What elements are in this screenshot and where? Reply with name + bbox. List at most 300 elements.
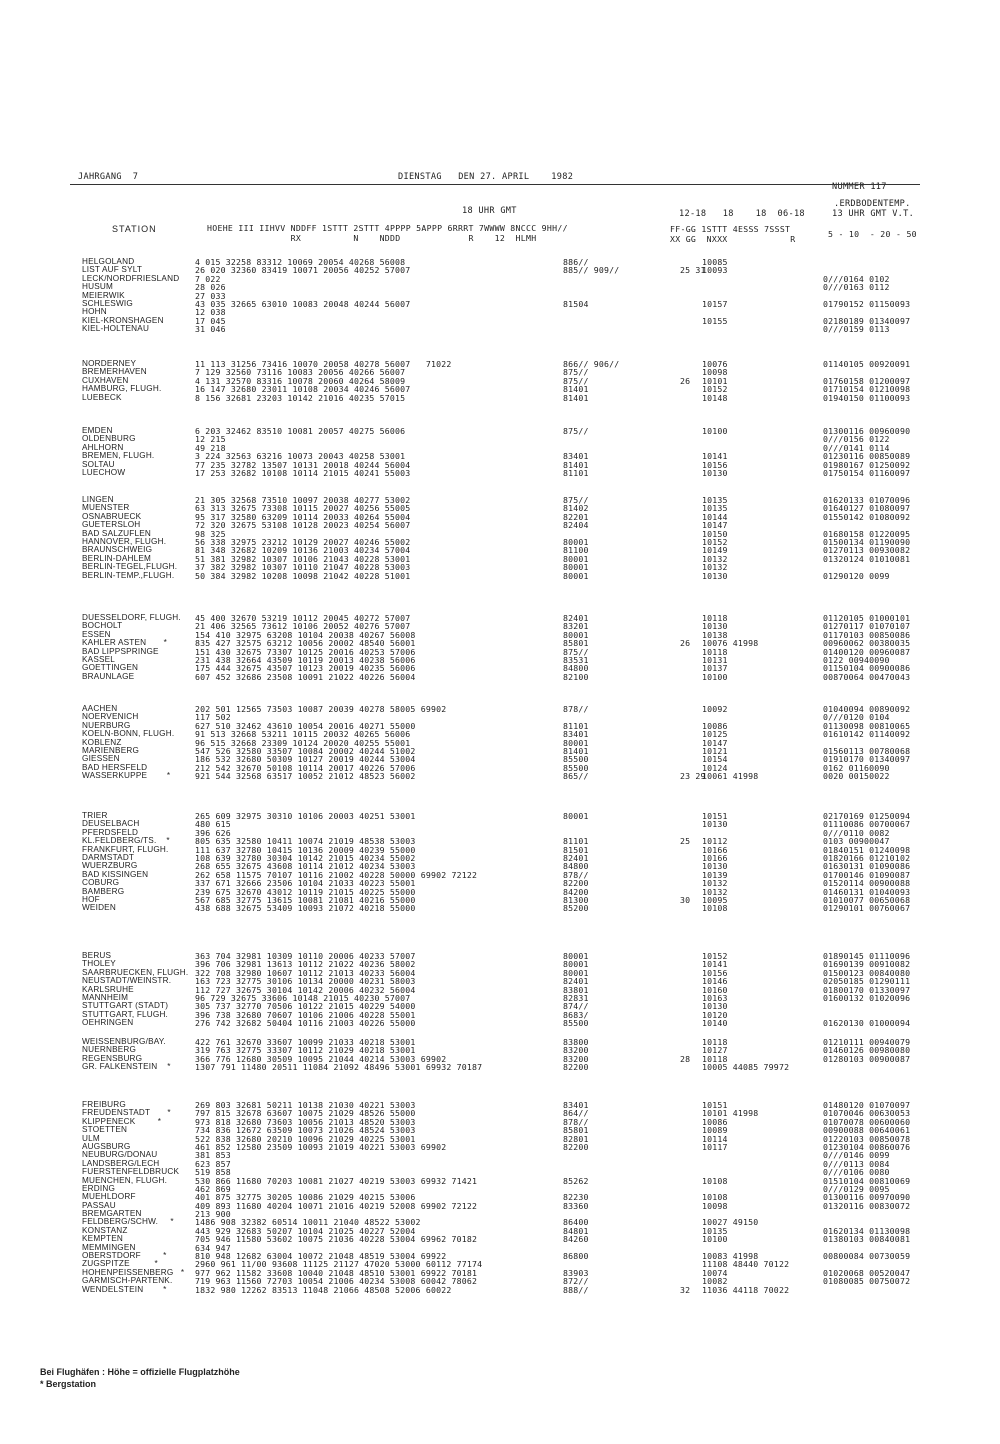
station-name: MANNHEIM: [82, 992, 129, 1002]
station-row: [0, 747, 920, 755]
synop-values: 835 427 32575 63212 10056 20002 48540 56001: [195, 638, 416, 649]
extra-values: 10118: [702, 646, 728, 657]
extra-values: 10092: [702, 704, 728, 714]
synop-values: 973 818 32680 73603 10056 21013 48520 53003: [195, 1116, 416, 1127]
station-name: HOF: [82, 894, 100, 904]
synop-values: 16 147 32680 23011 10108 20034 40246 56007: [195, 384, 411, 395]
synop-values: 175 444 32675 43507 10123 20019 40235 56006: [195, 663, 416, 674]
cloud-group: 83801: [563, 984, 589, 995]
soil-temperatures: 0///0163 0112: [823, 282, 890, 293]
station-name: SCHLESWIG: [82, 298, 133, 308]
synop-values: 396 626: [195, 827, 231, 838]
soil-temperatures: 0///0164 0102: [823, 273, 890, 284]
synop-values: 547 526 32580 33507 10084 20002 40244 51002: [195, 745, 416, 756]
soil-temperatures: 01750154 01160097: [823, 467, 911, 478]
station-name: TRIER: [82, 811, 108, 820]
wind-gust: 32: [680, 1284, 691, 1295]
soil-temperatures: 01120105 01000101: [823, 613, 911, 623]
station-name: NOERVENICH: [82, 712, 139, 722]
soil-temperatures: 0///0129 0095: [823, 1183, 890, 1194]
soil-temperatures: 00800084 00730059: [823, 1251, 911, 1262]
station-row: [0, 427, 920, 435]
extra-values: 10166: [702, 844, 728, 855]
station-name: GR. FALKENSTEIN *: [82, 1062, 171, 1072]
soil-temperatures: 01560113 00780068: [823, 745, 911, 756]
extra-values: 10076 41998: [702, 638, 759, 649]
soil-temperatures: 01510104 00810069: [823, 1175, 911, 1186]
synop-values: 6 203 32462 83510 10081 20057 40275 56006: [195, 426, 406, 436]
extra-values: 10132: [702, 886, 728, 897]
soil-temperatures: 01460126 00980080: [823, 1045, 911, 1056]
soil-temperatures: 01300116 00970090: [823, 1192, 911, 1203]
synop-values: 607 452 32686 23508 10091 21022 40226 56004: [195, 671, 416, 682]
legend-mountain-note: * Bergstation: [40, 1379, 97, 1389]
station-name: NUERNBERG: [82, 1045, 137, 1055]
synop-values: 409 893 11680 40204 10071 21016 40219 52008 69902 72122: [195, 1200, 478, 1211]
soil-temperatures: 01690139 00910082: [823, 959, 911, 970]
synop-values: 151 430 32675 73307 10125 20016 40253 57006: [195, 646, 416, 657]
cloud-group: 84800: [563, 663, 589, 674]
extra-values: 10139: [702, 869, 728, 880]
soil-temperatures: 01500134 01190090: [823, 536, 911, 547]
station-row: [0, 1126, 920, 1134]
extra-values: 10130: [702, 467, 728, 478]
cloud-group: 878//: [563, 869, 589, 880]
station-row: [0, 1218, 920, 1226]
cloud-group: 83200: [563, 1045, 589, 1056]
station-name: BERUS: [82, 951, 112, 960]
station-row: [0, 292, 920, 300]
soil-temperatures: 01600132 01020096: [823, 992, 911, 1003]
extra-values: 10152: [702, 951, 728, 961]
station-name: KONSTANZ: [82, 1225, 128, 1235]
station-row: [0, 1011, 920, 1019]
station-group: [0, 705, 920, 781]
station-row: [0, 713, 920, 721]
soil-temperatures: 0///0106 0080: [823, 1167, 890, 1178]
synop-values: 401 875 32775 30205 10086 21029 40215 53006: [195, 1192, 416, 1203]
synop-values: 8 156 32681 23203 10142 21016 40235 57015: [195, 392, 406, 403]
cloud-group: 83401: [563, 1100, 589, 1110]
synop-values: 805 635 32580 10411 10074 21019 48538 53003: [195, 836, 416, 847]
synop-values: 522 838 32680 20210 10096 21029 40225 53001: [195, 1133, 416, 1144]
soil-temperatures: 01500123 00840080: [823, 967, 911, 978]
synop-values: 921 544 32568 63517 10052 21012 48523 56002: [195, 771, 416, 782]
synop-values: 461 852 12580 23509 10093 21019 40221 53003 69902: [195, 1141, 447, 1152]
station-name: FRANKFURT, FLUGH.: [82, 844, 169, 854]
cloud-group: 82801: [563, 1133, 589, 1144]
station-row: [0, 871, 920, 879]
station-name: ERDING: [82, 1183, 116, 1193]
station-name: MARIENBERG: [82, 745, 140, 755]
cloud-group: 875//: [563, 646, 589, 657]
cloud-group: 866// 906//: [563, 359, 620, 369]
station-name: BREMGARTEN: [82, 1209, 142, 1219]
cloud-group: 83360: [563, 1200, 589, 1211]
extra-values: 10108: [702, 1192, 728, 1203]
soil-temperatures: 01890145 01110096: [823, 951, 911, 961]
extra-values: 10083 41998: [702, 1251, 759, 1262]
synop-values: 7 022: [195, 273, 221, 284]
station-row: [0, 1038, 920, 1046]
station-row: [0, 1286, 920, 1294]
station-row: [0, 461, 920, 469]
synop-values: 265 609 32975 30310 10106 20003 40251 53001: [195, 811, 416, 821]
soil-temperatures: 0///0156 0122: [823, 434, 890, 445]
extra-values: 10141: [702, 959, 728, 970]
cloud-group: 84260: [563, 1234, 589, 1245]
synop-values: 63 313 32675 73308 10115 20027 40256 55005: [195, 503, 411, 514]
extra-values: 10005 44085 79972: [702, 1062, 790, 1073]
station-name: GIESSEN: [82, 754, 120, 764]
station-row: [0, 275, 920, 283]
synop-values: 462 869: [195, 1183, 231, 1194]
cloud-group: 875//: [563, 495, 589, 505]
station-row: [0, 614, 920, 622]
synop-values: 96 729 32675 33606 10148 21015 40230 57007: [195, 992, 411, 1003]
soil-temperatures: 01790152 01150093: [823, 298, 911, 309]
cloud-group: 81101: [563, 720, 589, 731]
station-name: KAHLER ASTEN *: [82, 638, 167, 648]
wind-gust: 28: [680, 1053, 691, 1064]
soil-temperatures: 01150104 00900086: [823, 663, 911, 674]
soil-temperatures: 01280103 00900087: [823, 1053, 911, 1064]
station-name: SOLTAU: [82, 459, 115, 469]
station-name: THOLEY: [82, 959, 116, 969]
synop-values: 117 502: [195, 712, 231, 723]
station-row: [0, 1177, 920, 1185]
soil-temperatures: 01270117 01070107: [823, 621, 911, 632]
extra-values: 10120: [702, 1009, 728, 1020]
cloud-group: 82200: [563, 1062, 589, 1073]
cloud-group: 888//: [563, 1284, 589, 1295]
synop-values: 81 348 32682 10209 10136 21003 40234 57004: [195, 545, 411, 556]
extra-values: 10095: [702, 894, 728, 905]
cloud-group: 84801: [563, 1225, 589, 1236]
station-row: [0, 1135, 920, 1143]
cloud-group: 82401: [563, 852, 589, 863]
station-group: [0, 1038, 920, 1072]
station-name: STOETTEN: [82, 1125, 128, 1135]
station-name: GARMISCH-PARTENK.: [82, 1276, 173, 1286]
synop-values: 98 325: [195, 528, 226, 539]
station-name: LANDSBERG/LECH: [82, 1158, 160, 1168]
synop-values: 396 706 32981 13613 10112 21022 40236 58002: [195, 959, 416, 970]
station-name: BERLIN-TEGEL,FLUGH.: [82, 562, 178, 572]
synop-values: 1307 791 11480 20511 11084 21092 48496 53001 69932 70187: [195, 1062, 483, 1073]
period-columns: 12-18 18 18 06-18: [679, 209, 805, 219]
extra-values: 10137: [702, 663, 728, 674]
station-name: MUENSTER: [82, 503, 130, 513]
cloud-group: 80001: [563, 737, 589, 748]
station-name: AUGSBURG: [82, 1141, 131, 1151]
soil-temp-title: .ERDBODENTEMP.: [834, 199, 911, 209]
station-name: LUECHOW: [82, 467, 126, 477]
extra-values: 10155: [702, 315, 728, 326]
cloud-group: 85801: [563, 638, 589, 649]
extra-values: 10114: [702, 1133, 728, 1144]
cloud-group: 878//: [563, 1116, 589, 1127]
soil-temperatures: 00960062 00380035: [823, 638, 911, 649]
station-name: FREIBURG: [82, 1100, 126, 1109]
station-name: GOETTINGEN: [82, 663, 139, 673]
extra-values: 10149: [702, 545, 728, 556]
synop-values: 276 742 32682 50404 10116 21003 40226 55000: [195, 1018, 416, 1029]
synop-values: 11 113 31256 73416 10070 20058 40278 56007 71022: [195, 359, 452, 369]
synop-values: 3 224 32563 63216 10073 20043 40258 53001: [195, 451, 406, 462]
extra-values: 10156: [702, 459, 728, 470]
synop-values: 269 803 32681 50211 10138 21030 40221 53003: [195, 1100, 416, 1110]
cloud-group: 81101: [563, 467, 589, 478]
station-name: BAD HERSFELD: [82, 762, 148, 772]
station-name: KEMPTEN: [82, 1234, 123, 1244]
station-name: PASSAU: [82, 1200, 116, 1210]
cloud-group: 83903: [563, 1267, 589, 1278]
extra-values: 10148: [702, 392, 728, 403]
extra-values: 10135: [702, 1225, 728, 1236]
station-name: AACHEN: [82, 704, 118, 713]
station-row: [0, 1185, 920, 1193]
cloud-group: 875//: [563, 426, 589, 436]
synop-values: 480 615: [195, 819, 231, 830]
soil-temperatures: 01010077 00650068: [823, 894, 911, 905]
soil-temperatures: 0///0159 0113: [823, 324, 890, 335]
extra-values: 10163: [702, 992, 728, 1003]
synop-values: 111 637 32780 10415 10136 20009 40239 55000: [195, 844, 416, 855]
synop-values: 438 688 32675 53409 10093 21072 40218 55000: [195, 903, 416, 914]
station-row: [0, 648, 920, 656]
station-name: LUEBECK: [82, 392, 122, 402]
soil-temperatures: 01910170 01340097: [823, 754, 911, 765]
station-name: BAMBERG: [82, 886, 125, 896]
extra-values: 10130: [702, 621, 728, 632]
soil-temperatures: 01220103 00850078: [823, 1133, 911, 1144]
synop-values: 21 305 32568 73510 10097 20038 40277 53002: [195, 495, 411, 505]
extra-values: 10141: [702, 451, 728, 462]
cloud-group: 80001: [563, 811, 589, 821]
synop-values: 4 131 32570 83316 10078 20060 40264 58009: [195, 375, 406, 386]
station-row: [0, 846, 920, 854]
cloud-group: 86800: [563, 1251, 589, 1262]
station-row: [0, 496, 920, 504]
soil-depth-columns: 5 - 10 - 20 - 50: [828, 229, 917, 239]
extra-code-columns-row1: FF-GG 1STTT 4ESSS 7SSST: [670, 224, 791, 234]
synop-values: 231 438 32664 43509 10119 20013 40238 56006: [195, 654, 416, 665]
station-name: BAD LIPPSPRINGE: [82, 646, 159, 656]
synop-values: 77 235 32782 13507 10131 20018 40244 56004: [195, 459, 411, 470]
soil-temperatures: 01630131 01090086: [823, 861, 911, 872]
station-name: ZUGSPITZE *: [82, 1259, 158, 1269]
cloud-group: 85262: [563, 1175, 589, 1186]
synop-values: 443 929 32683 50207 10104 21025 40227 52004: [195, 1225, 416, 1236]
soil-temperatures: 02050185 01290111: [823, 976, 911, 987]
extra-values: 10118: [702, 613, 728, 623]
station-name: FELDBERG/SCHW. *: [82, 1217, 174, 1227]
soil-temperatures: 01320116 00830072: [823, 1200, 911, 1211]
soil-temperatures: 01300116 00960090: [823, 426, 911, 436]
synop-values: 95 317 32580 63209 10114 20033 40264 55004: [195, 511, 411, 522]
synop-values: 96 515 32668 23309 10124 20020 40255 55001: [195, 737, 411, 748]
extra-values: 10112: [702, 836, 728, 847]
cloud-group: 80001: [563, 629, 589, 640]
station-name: KASSEL: [82, 654, 116, 664]
extra-values: 10085: [702, 257, 728, 267]
synop-values: 108 639 32780 30304 10142 21015 40234 55002: [195, 852, 416, 863]
header-rule: [70, 184, 920, 185]
cloud-group: 81501: [563, 844, 589, 855]
extra-values: 10135: [702, 495, 728, 505]
synop-values: 627 510 32462 43610 10054 20016 40271 55000: [195, 720, 416, 731]
synop-values: 49 218: [195, 442, 226, 453]
station-row: [0, 986, 920, 994]
station-group: [0, 258, 920, 334]
extra-values: 10100: [702, 426, 728, 436]
synop-values: 268 655 32675 43608 10114 21012 40234 53003: [195, 861, 416, 872]
extra-values: 10125: [702, 729, 728, 740]
synop-values: 239 675 32670 43012 10119 21015 40225 55000: [195, 886, 416, 897]
station-row: [0, 452, 920, 460]
station-name: GUETERSLOH: [82, 520, 141, 530]
cloud-group: 86400: [563, 1217, 589, 1228]
station-name: NEUBURG/DONAU: [82, 1150, 158, 1160]
station-name: MEMMINGEN: [82, 1242, 136, 1252]
extra-values: 10101 41998: [702, 1108, 759, 1119]
station-name: MUEHLDORF: [82, 1192, 136, 1202]
station-name: MUENCHEN, FLUGH.: [82, 1175, 168, 1185]
extra-values: 10130: [702, 819, 728, 830]
station-row: [0, 977, 920, 985]
soil-temperatures: 01080085 00750072: [823, 1276, 911, 1287]
cloud-group: 82401: [563, 613, 589, 623]
station-name: KIEL-HOLTENAU: [82, 324, 150, 334]
extra-values: 10098: [702, 1200, 728, 1211]
soil-temperatures: 0///0120 0104: [823, 712, 890, 723]
station-row: [0, 394, 920, 402]
station-name: DEUSELBACH: [82, 819, 140, 829]
extra-values: 10089: [702, 1125, 728, 1136]
station-name: KOELN-BONN, FLUGH.: [82, 729, 175, 739]
soil-temperatures: 01400120 00960087: [823, 646, 911, 657]
station-row: [0, 572, 920, 580]
synop-values: 163 723 32775 30106 10134 20000 40231 58003: [195, 976, 416, 987]
cloud-group: 83401: [563, 451, 589, 462]
cloud-group: 85801: [563, 1125, 589, 1136]
synop-values: 17 045: [195, 315, 226, 326]
station-name: KARLSRUHE: [82, 984, 134, 994]
extra-values: 10132: [702, 562, 728, 573]
station-row: [0, 283, 920, 291]
station-name: HAMBURG, FLUGH.: [82, 384, 162, 394]
cloud-group: 82230: [563, 1192, 589, 1203]
station-name: BERLIN-DAHLEM: [82, 553, 152, 563]
station-name: MEIERWIK: [82, 290, 125, 300]
extra-values: 10135: [702, 503, 728, 514]
station-name: LECK/NORDFRIESLAND: [82, 273, 180, 283]
soil-temperatures: 01170103 00850086: [823, 629, 911, 640]
station-name: STUTTGART (STADT): [82, 1001, 169, 1011]
soil-temperatures: 01210111 00940079: [823, 1037, 911, 1047]
wind-gust: 30: [680, 894, 691, 905]
cloud-group: 80001: [563, 967, 589, 978]
extra-values: 10061 41998: [702, 771, 759, 782]
soil-temperatures: 0///0113 0084: [823, 1158, 890, 1169]
synop-values: 1832 980 12262 83513 11048 21066 48508 52006 60022: [195, 1284, 452, 1295]
extra-values: 10132: [702, 553, 728, 564]
synop-values: 7 129 32560 73116 10083 20056 40266 56007: [195, 367, 406, 378]
station-name: ULM: [82, 1133, 100, 1143]
cloud-group: 81401: [563, 384, 589, 395]
soil-temperatures: 01020068 00520047: [823, 1267, 911, 1278]
synop-values: 27 033: [195, 290, 226, 301]
cloud-group: 81401: [563, 745, 589, 756]
soil-temperatures: 0122 00940090: [823, 654, 890, 665]
extra-values: 10118: [702, 1053, 728, 1064]
cloud-group: 82200: [563, 1141, 589, 1152]
station-name: PFERDSFELD: [82, 827, 139, 837]
station-name: HUSUM: [82, 282, 114, 292]
synop-values: 26 020 32360 83419 10071 20056 40252 57007: [195, 265, 411, 276]
soil-temperatures: 01380103 00840081: [823, 1234, 911, 1245]
station-group: [0, 427, 920, 477]
cloud-group: 82831: [563, 992, 589, 1003]
extra-values: 10117: [702, 1141, 728, 1152]
soil-temperatures: 0103 00900047: [823, 836, 890, 847]
extra-values: 10086: [702, 1116, 728, 1127]
cloud-group: 81101: [563, 836, 589, 847]
station-name: FREUDENSTADT *: [82, 1108, 171, 1118]
cloud-group: 82201: [563, 511, 589, 522]
soil-temperatures: 01070046 00630053: [823, 1108, 911, 1119]
extra-values: 10121: [702, 745, 728, 756]
synop-values: 634 947: [195, 1242, 231, 1253]
extra-values: 10132: [702, 878, 728, 889]
soil-temperatures: 01290120 0099: [823, 570, 890, 581]
cloud-group: 81504: [563, 298, 589, 309]
synop-values: 17 253 32682 10108 10114 21015 40241 55003: [195, 467, 411, 478]
synop-values: 154 410 32975 63208 10104 20038 40267 56008: [195, 629, 416, 640]
synop-values: 51 381 32982 10307 10106 21043 40228 53001: [195, 553, 411, 564]
station-name: KL.FELDBERG/TS. *: [82, 836, 170, 846]
soil-temperatures: 01520114 00900088: [823, 878, 911, 889]
cloud-group: 81100: [563, 545, 589, 556]
extra-code-columns-row2: XX GG NXXX R: [670, 234, 796, 244]
station-name: EMDEN: [82, 426, 113, 435]
extra-values: 10108: [702, 903, 728, 914]
soil-temperatures: 01460131 01040093: [823, 886, 911, 897]
soil-temperatures: 01620130 01000094: [823, 1018, 911, 1029]
volume-label: JAHRGANG 7: [78, 172, 139, 182]
cloud-group: 85500: [563, 1018, 589, 1029]
station-name: SAARBRUECKEN, FLUGH.: [82, 967, 189, 977]
soil-temperatures: 0020 00150022: [823, 771, 890, 782]
cloud-group: 80001: [563, 553, 589, 564]
station-name: HELGOLAND: [82, 257, 135, 266]
synop-values: 1486 908 32382 60514 10011 21040 48522 53002: [195, 1217, 421, 1228]
cloud-group: 80001: [563, 562, 589, 573]
synop-values: 396 738 32680 70607 10106 21006 40228 55001: [195, 1009, 416, 1020]
synop-values: 28 026: [195, 282, 226, 293]
station-name: KOBLENZ: [82, 737, 122, 747]
station-name: OSNABRUECK: [82, 511, 142, 521]
synop-values: 43 035 32665 63010 10083 20048 40244 56007: [195, 298, 411, 309]
station-name: BRAUNSCHWEIG: [82, 545, 153, 555]
synop-values: 212 542 32670 50108 10114 20017 40226 57006: [195, 762, 416, 773]
extra-values: 10124: [702, 762, 728, 773]
synop-values: 202 501 12565 73503 10087 20039 40278 58005 69902: [195, 704, 447, 714]
observation-time: 18 UHR GMT: [462, 206, 517, 216]
soil-temperatures: 01710154 01210098: [823, 384, 911, 395]
station-name: HOHENPEISSENBERG *: [82, 1267, 185, 1277]
